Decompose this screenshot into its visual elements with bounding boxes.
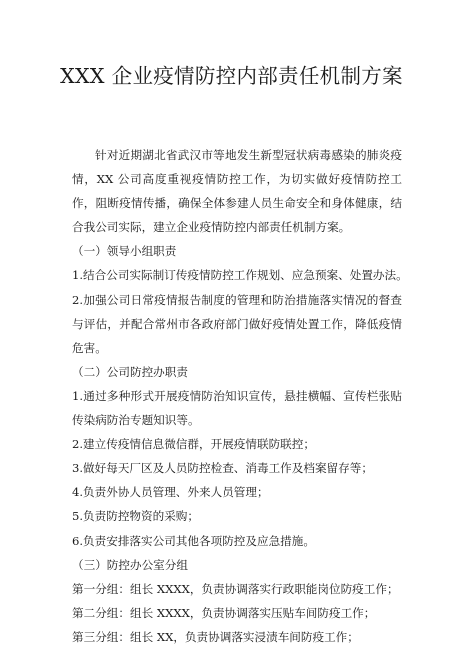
group-item-2: 第二分组：组长 XXXX，负责协调落实压贴车间防疫工作；: [72, 605, 376, 620]
office-item-6: 6.负责安排落实公司其他各项防控及应急措施。: [72, 533, 315, 548]
office-item-3: 3.做好每天厂区及人员防控检查、消毒工作及档案留存等；: [72, 461, 373, 476]
section-heading-groups: （三）防控办公室分组: [72, 557, 188, 572]
office-item-4: 4.负责外协人员管理、外来人员管理；: [72, 485, 269, 500]
leadership-item-1: 1.结合公司实际制订传疫情防控工作规划、应急预案、处置办法。: [72, 268, 408, 283]
document-body: [72, 143, 408, 649]
document-title: XXX 企业疫情防控内部责任机制方案: [60, 64, 403, 88]
office-item-2: 2.建立传疫情信息微信群，开展疫情联防联控；: [72, 437, 315, 452]
group-item-1: 第一分组：组长 XXXX，负责协调落实行政职能岗位防疫工作；: [72, 581, 399, 596]
section-heading-office: （二）公司防控办职责: [72, 364, 188, 379]
group-item-3: 第三分组：组长 XX，负责协调落实浸渍车间防疫工作；: [72, 629, 359, 644]
leadership-item-2: 2.加强公司日常疫情报告制度的管理和防治措施落实情况的督查与评估，并配合常州市各政府部门做好疫情处置工作，降低疫情危害。: [72, 292, 402, 355]
section-heading-leadership: （一）领导小组职责: [72, 244, 177, 259]
office-item-1: 1.通过多种形式开展疫情防治知识宣传，悬挂横幅、宣传栏张贴传染病防治专题知识等。: [72, 388, 402, 428]
intro-paragraph: 针对近期湖北省武汉市等地发生新型冠状病毒感染的肺炎疫情，XX 公司高度重视疫情防控工作，为切实做好疫情防控工作，阻断疫情传播，确保全体参建人员生命安全和身体健康，结合我公司实际，建立企业疫情防控内部责任机制方案。: [72, 148, 402, 235]
office-item-5: 5.负责防控物资的采购；: [72, 509, 199, 524]
